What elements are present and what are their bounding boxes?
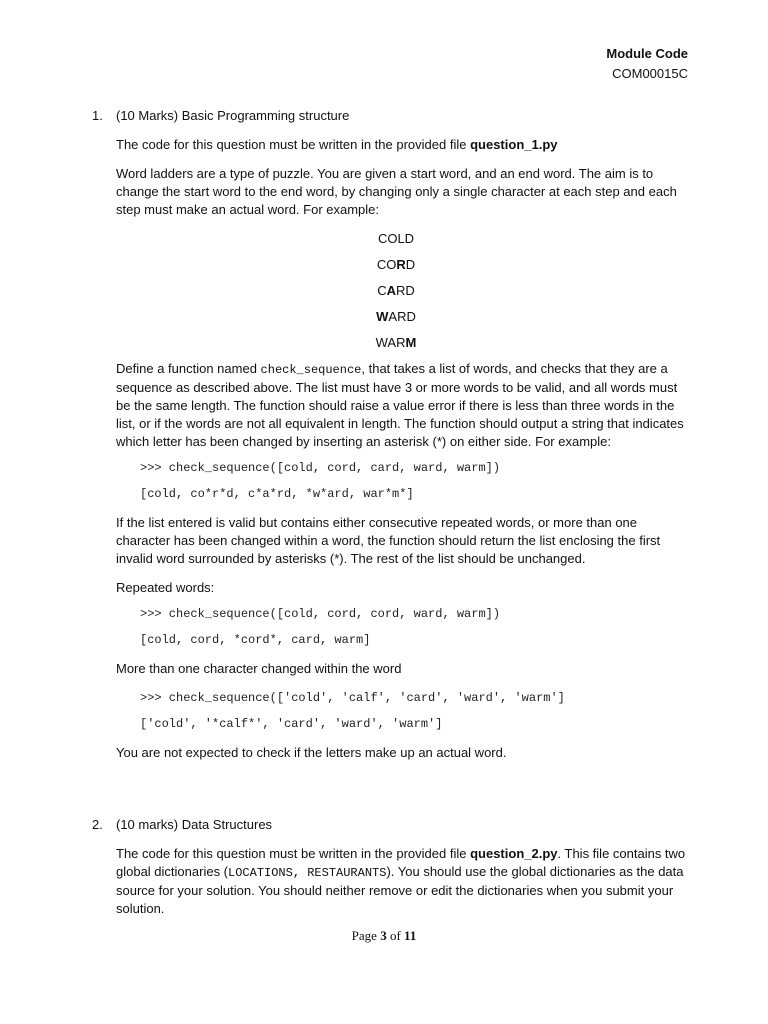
ladder-word: WARM — [375, 335, 417, 350]
example-2-output: [cold, cord, *cord*, card, warm] — [140, 633, 371, 647]
question-title: (10 marks) Data Structures — [116, 817, 273, 832]
question-1 — [92, 107, 692, 762]
file-instruction: The code for this question must be written in the provided file question_1.py — [116, 137, 558, 152]
example-1-input: >>> check_sequence([cold, cord, card, ward, warm]) — [140, 461, 501, 475]
more-changed-label: More than one character changed within the word — [116, 661, 402, 676]
page-total: 11 — [404, 928, 417, 943]
file-name: question_1.py — [470, 137, 558, 152]
function-name: check_sequence — [260, 363, 362, 377]
page-number: 3 — [380, 928, 387, 943]
question-1-heading — [92, 107, 692, 125]
example-3-input: >>> check_sequence(['cold', 'calf', 'card', 'ward', 'warm'] — [140, 691, 565, 705]
ladder-word: WARD — [376, 309, 416, 324]
module-code-value: COM00015C — [612, 66, 688, 81]
word-ladder — [116, 230, 676, 352]
not-expected-note: You are not expected to check if the letters make up an actual word. — [116, 745, 507, 760]
file-name: question_2.py — [470, 846, 558, 861]
ladder-word: CARD — [377, 283, 415, 298]
question-2-heading — [92, 816, 692, 834]
module-code-title: Module Code — [606, 46, 688, 61]
repeated-label: Repeated words: — [116, 580, 215, 595]
ladder-word: COLD — [377, 231, 415, 246]
definition-paragraph: Define a function named check_sequence, that takes a list of words, and checks that they are a sequence as described above. The list must have 3 or more words to be valid, and all words must be the same length. The function should raise a value error if there is less than three words in the list, or if the words are not all equivalent in length. The function should output a string that indicates which letter has been changed by inserting an asterisk (*) on either side. For example: — [116, 361, 684, 449]
question-2-paragraph: The code for this question must be written in the provided file question_2.py. This file contains two global dictionaries (LOCATIONS, RESTAURANTS). You should use the global dictionaries as the data source for your solution. You should neither remove or edit the dictionaries when you submit your solution. — [116, 846, 686, 916]
question-title: (10 Marks) Basic Programming structure — [116, 108, 350, 123]
question-2 — [92, 816, 692, 918]
question-number: 2. — [92, 817, 103, 832]
question-number: 1. — [92, 108, 103, 123]
page-footer: Page 3 of 11 — [351, 928, 417, 943]
question-1-body — [116, 136, 692, 762]
question-2-body — [116, 845, 692, 918]
invalid-paragraph: If the list entered is valid but contains either consecutive repeated words, or more than one character has been changed within a word, the function should return the list enclosing the first invalid word surrounded by asterisks (*). The rest of the list should be unchanged. — [116, 515, 661, 566]
intro-paragraph: Word ladders are a type of puzzle. You are given a start word, and an end word. The aim is to change the start word to the end word, by changing only a single character at each step and each step must make an actual word. For example: — [116, 166, 677, 217]
example-2-input: >>> check_sequence([cold, cord, cord, ward, warm]) — [140, 607, 501, 621]
page-header — [606, 44, 688, 84]
example-1-output: [cold, co*r*d, c*a*rd, *w*ard, war*m*] — [140, 487, 414, 501]
example-3-output: ['cold', '*calf*', 'card', 'ward', 'warm'] — [140, 717, 443, 731]
dictionary-names: LOCATIONS, RESTAURANTS — [228, 866, 387, 880]
ladder-word: CORD — [376, 257, 416, 272]
